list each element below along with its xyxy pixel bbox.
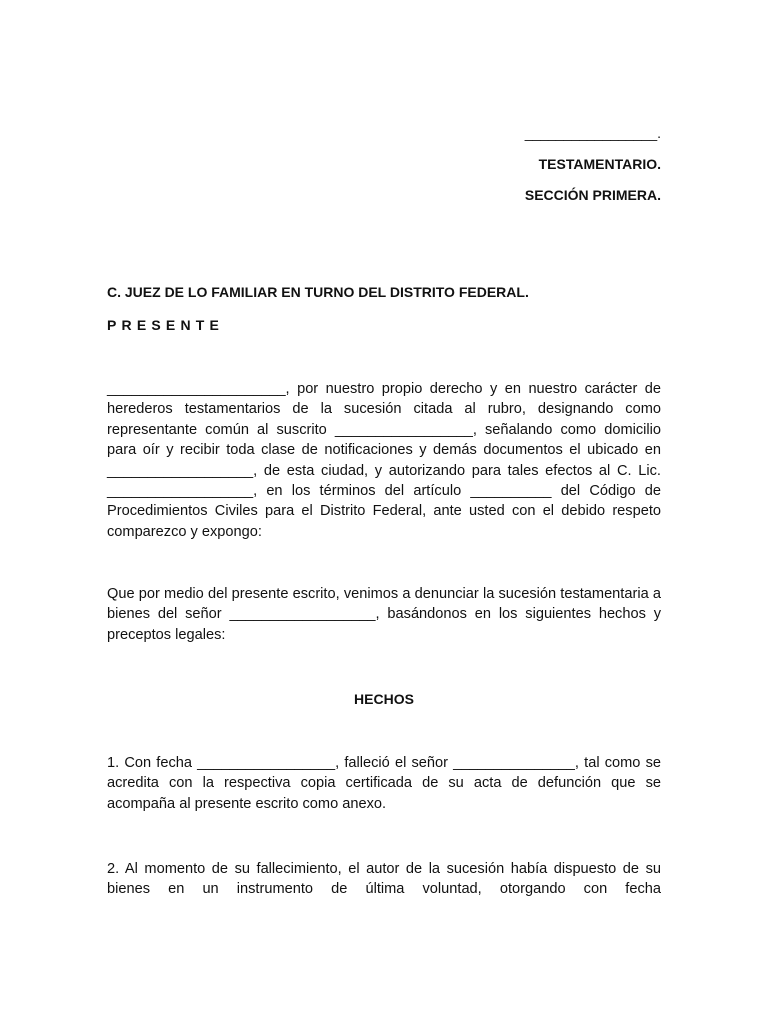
hecho-2-paragraph: 2. Al momento de su fallecimiento, el autor de la sucesión había dispuesto de su bienes en un instrumento de última voluntad, otorgando con fecha: [107, 861, 661, 898]
case-header: [525, 118, 661, 211]
denuncia-paragraph: Que por medio del presente escrito, venimos a denunciar la sucesión testamentaria a bienes del señor __________________, basándonos en los siguientes hechos y preceptos legales:: [107, 586, 661, 643]
presente-heading: PRESENTE: [107, 317, 225, 333]
intro-paragraph: ______________________, por nuestro propio derecho y en nuestro carácter de herederos testamentarios de la sucesión citada al rubro, designando como representante común al suscrito _________________, señalando como domicilio para oír y recibir toda clase de notificaciones y demás documentos el ubicado en __________________, de esta ciudad, y autorizando para tales efectos al C. Lic. __________________, en los términos del artículo __________ del Código de Procedimientos Civiles para el Distrito Federal, ante usted con el debido respeto comparezco y expongo:: [107, 381, 661, 540]
addressee: C. JUEZ DE LO FAMILIAR EN TURNO DEL DISTRITO FEDERAL.: [107, 284, 529, 300]
hechos-heading: HECHOS: [354, 691, 414, 707]
case-type: TESTAMENTARIO.: [538, 156, 661, 172]
hecho-1-paragraph: 1. Con fecha _________________, falleció el señor _______________, tal como se acredita con la respectiva copia certificada de su acta de defunción que se acompaña al presente escrito como anexo.: [107, 755, 661, 812]
case-number-blank: _________________.: [524, 125, 661, 141]
case-section: SECCIÓN PRIMERA.: [524, 187, 661, 203]
